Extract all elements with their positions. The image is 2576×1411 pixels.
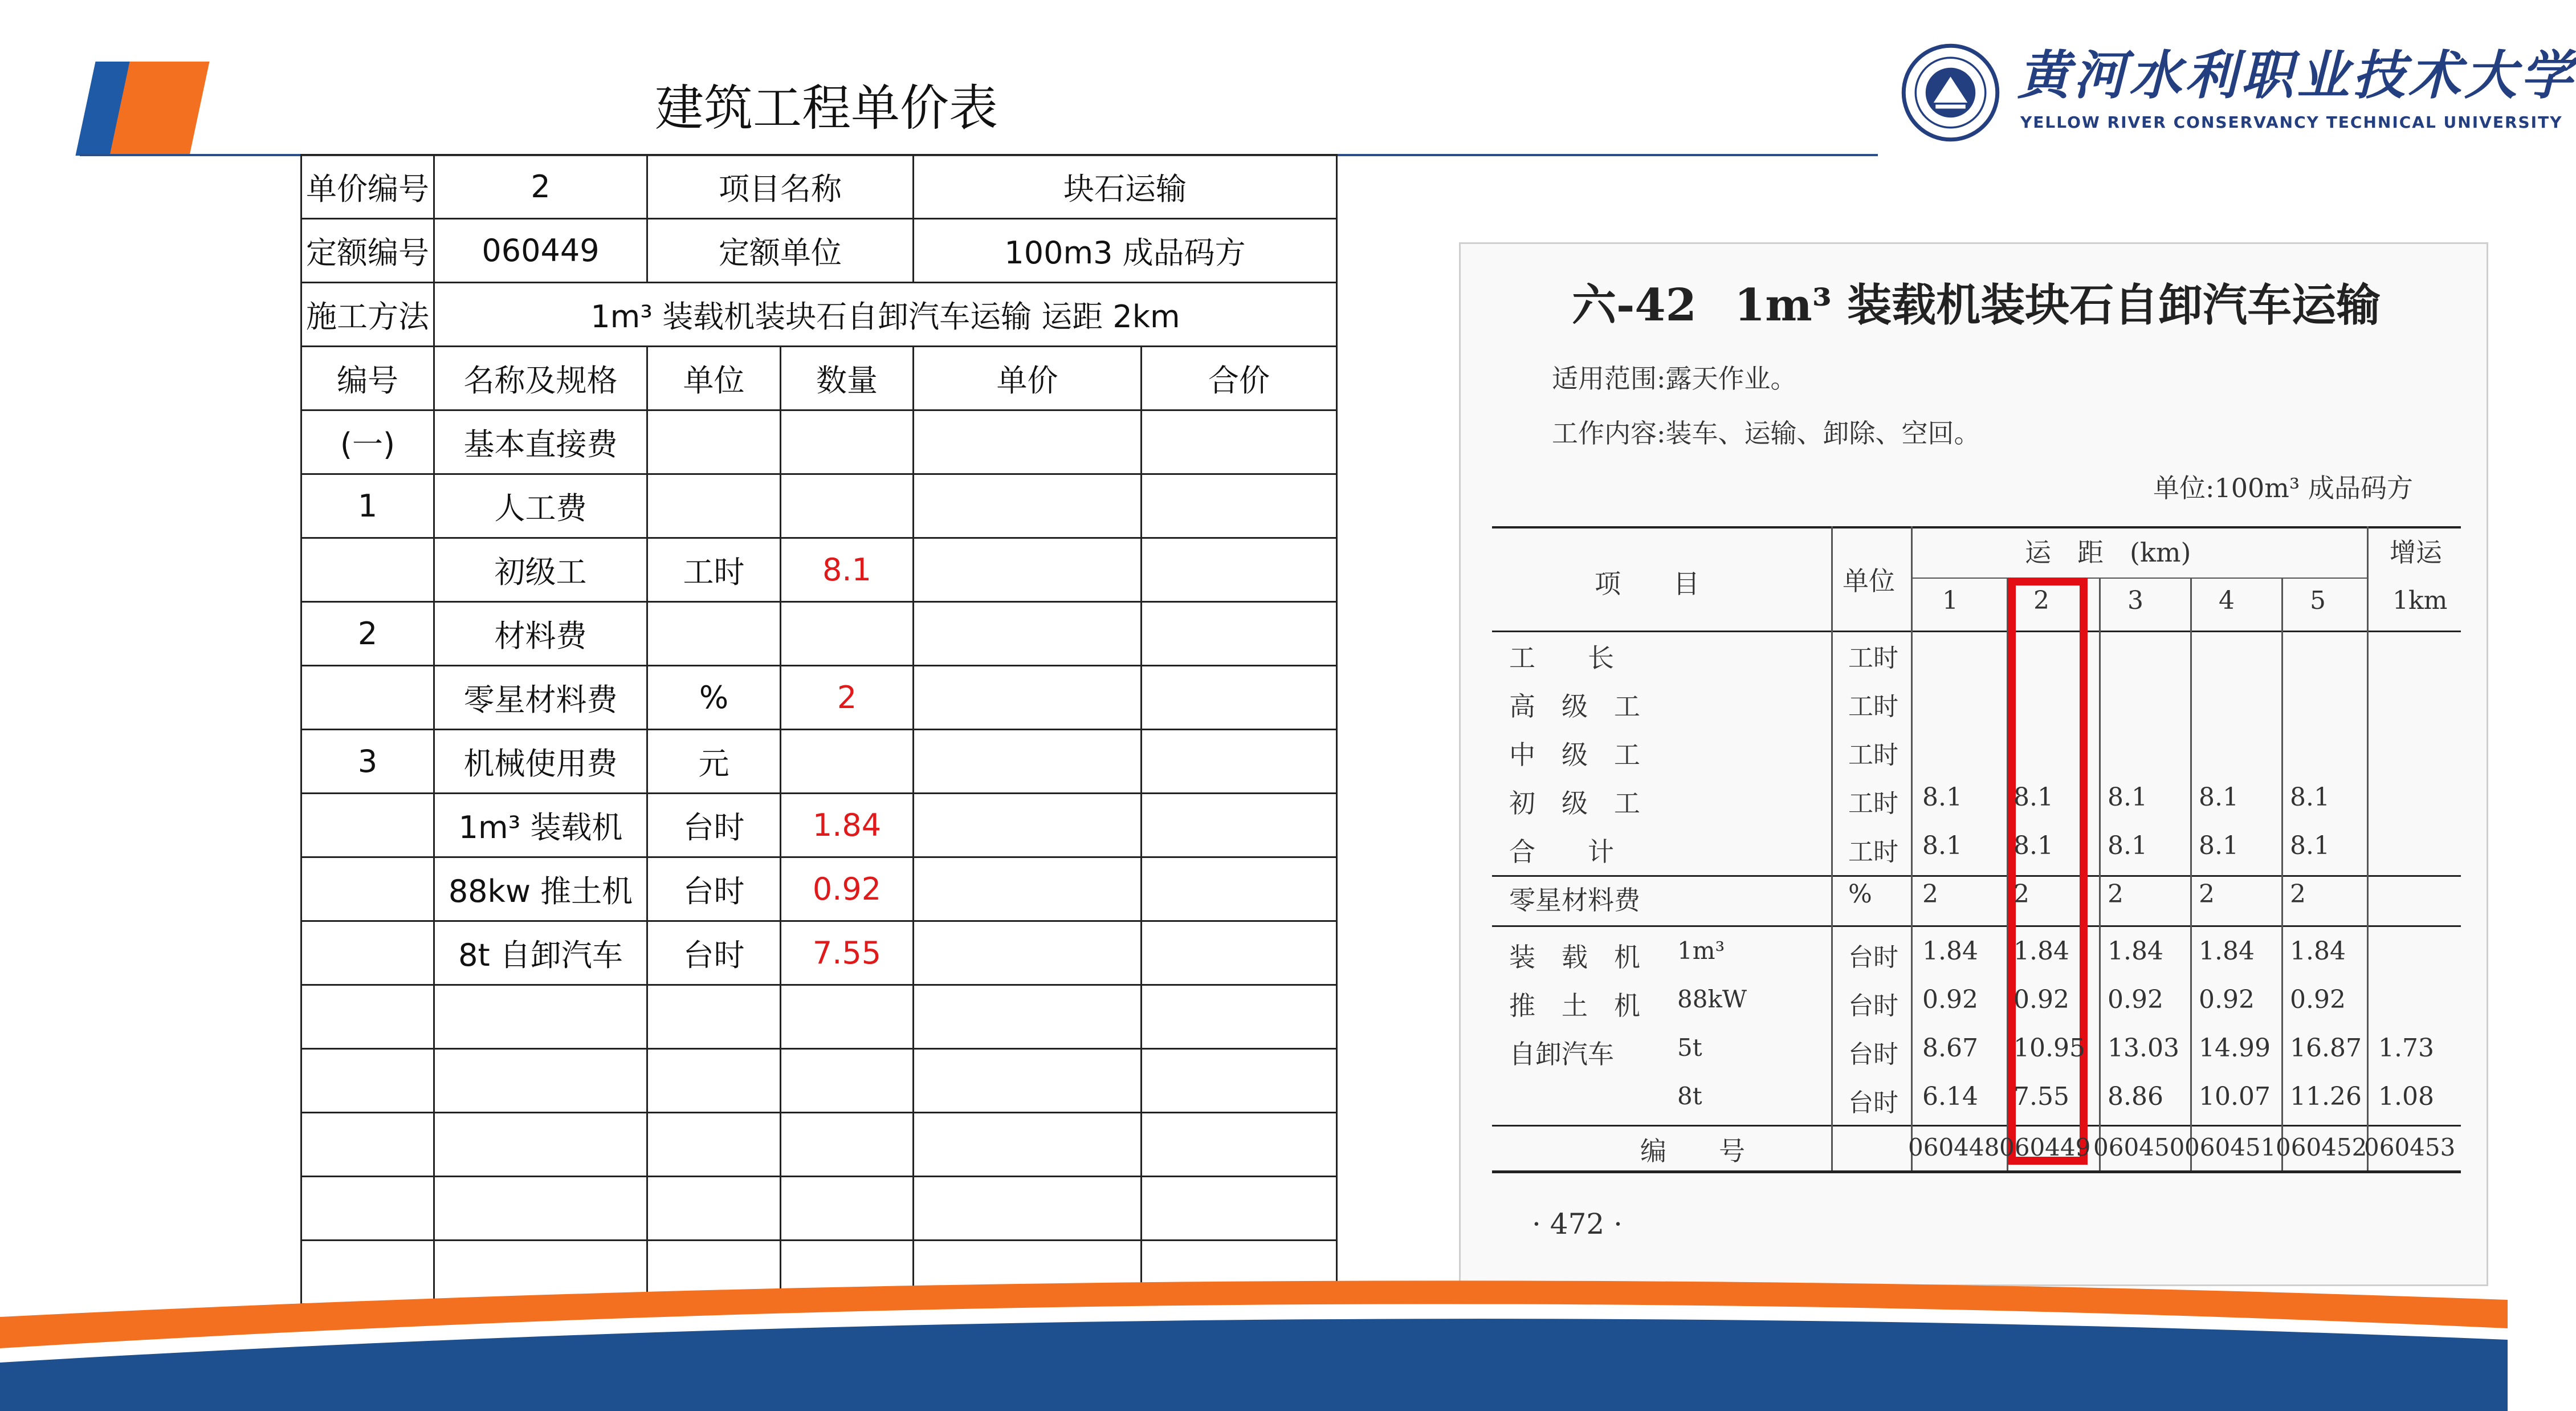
scan-rule (2367, 526, 2369, 1170)
table-cell: 台时 (647, 794, 781, 857)
scan-row-value: 2 (2108, 880, 2123, 909)
table-cell: 工时 (647, 538, 781, 602)
scan-row-value: 13.03 (2108, 1034, 2179, 1063)
table-row (301, 1049, 1337, 1113)
table-cell (647, 1049, 781, 1113)
table-cell (301, 1049, 434, 1113)
table-cell (647, 410, 781, 474)
scan-distance-column: 2 (2033, 586, 2049, 615)
scan-row-value: 10.95 (2013, 1034, 2085, 1063)
scan-row-unit: 台时 (1848, 943, 1898, 972)
table-cell (914, 1049, 1142, 1113)
column-header: 单价 (914, 347, 1142, 410)
scan-code: 060449 (1999, 1133, 2091, 1161)
table-row (301, 921, 1337, 985)
project-name-label: 项目名称 (647, 155, 914, 219)
scan-row-value: 2 (1922, 880, 1938, 909)
scan-rule (1911, 526, 1913, 1170)
table-cell (1142, 1113, 1337, 1177)
scan-distance-column: 5 (2310, 586, 2326, 615)
table-row (301, 985, 1337, 1049)
table-cell (1142, 857, 1337, 921)
scan-rule (1831, 526, 1833, 1170)
scan-row-unit: 工时 (1848, 837, 1898, 867)
method-value: 1m³ 装载机装块石自卸汽车运输 运距 2km (434, 283, 1337, 347)
table-cell (781, 1113, 914, 1177)
table-row (301, 794, 1337, 857)
scan-row-value: 1.84 (1922, 937, 1978, 966)
column-header: 编号 (301, 347, 434, 410)
table-row (301, 602, 1337, 666)
scan-row-unit: 工时 (1848, 692, 1898, 721)
scan-rule (1492, 875, 2461, 877)
table-row-quota-no (301, 219, 1337, 283)
scan-row-unit: 工时 (1848, 741, 1898, 770)
quota-unit-label: 定额单位 (647, 219, 914, 283)
scan-head-extra: 增运 (2390, 537, 2442, 568)
column-header: 单位 (647, 347, 781, 410)
scan-row-value: 8.1 (2013, 831, 2053, 860)
table-cell (1142, 410, 1337, 474)
scan-row-value: 1.84 (2108, 937, 2163, 966)
scan-row-value: 8.67 (1922, 1034, 1978, 1063)
table-cell (914, 1113, 1142, 1177)
scan-row-value: 14.99 (2199, 1034, 2271, 1063)
table-cell (781, 730, 914, 794)
table-row (301, 730, 1337, 794)
scan-row-unit: 台时 (1848, 1040, 1898, 1069)
table-cell: 2 (781, 666, 914, 730)
scan-row-unit: 工时 (1848, 644, 1898, 673)
scan-row-value: 0.92 (1922, 985, 1978, 1014)
table-cell: 3 (301, 730, 434, 794)
scan-rule (2190, 578, 2192, 1170)
table-cell (914, 921, 1142, 985)
scan-row-item: 零星材料费 (1509, 885, 1640, 916)
quota-unit-value: 100m3 成品码方 (914, 219, 1337, 283)
column-header: 合价 (1142, 347, 1337, 410)
table-cell (914, 730, 1142, 794)
scan-rule (1492, 1170, 2461, 1173)
column-header: 名称及规格 (434, 347, 647, 410)
table-cell (434, 1049, 647, 1113)
table-cell (301, 666, 434, 730)
table-cell (647, 985, 781, 1049)
scan-row-value: 1.84 (2290, 937, 2346, 966)
table-cell (301, 1177, 434, 1241)
scan-head-item: 项 目 (1595, 568, 1699, 599)
table-cell (301, 921, 434, 985)
table-cell (1142, 1177, 1337, 1241)
table-cell: 1.84 (781, 794, 914, 857)
scan-code: 060453 (2364, 1133, 2456, 1161)
scan-row-value: 8.1 (2199, 831, 2239, 860)
university-seal-icon (1901, 43, 2000, 143)
table-cell (914, 794, 1142, 857)
table-cell (1142, 538, 1337, 602)
scan-title-number: 六-42 (1572, 279, 1697, 331)
scan-row-item: 初 级 工 (1509, 788, 1640, 819)
table-cell (434, 1177, 647, 1241)
page-title: 建筑工程单价表 (655, 80, 998, 137)
scan-row-item: 合 计 (1509, 836, 1614, 867)
table-cell (781, 410, 914, 474)
quota-no-value: 060449 (434, 219, 647, 283)
scan-row-value: 2 (2013, 880, 2029, 909)
scan-row-value: 8.86 (2108, 1082, 2163, 1111)
table-cell: 1m³ 装载机 (434, 794, 647, 857)
table-cell (301, 1113, 434, 1177)
highlight-box (2008, 578, 2088, 1165)
scan-row-spec: 5t (1677, 1034, 1702, 1062)
scan-row-value: 6.14 (1922, 1082, 1978, 1111)
scan-code-label: 编 号 (1640, 1136, 1745, 1166)
scan-row-unit: 台时 (1848, 991, 1898, 1020)
scan-row-value: 8.1 (2108, 831, 2147, 860)
scan-row-item: 装 载 机 (1509, 942, 1640, 973)
scan-row-value: 8.1 (1922, 831, 1962, 860)
scan-title-text: 1m³ 装载机装块石自卸汽车运输 (1734, 279, 2381, 331)
project-name-value: 块石运输 (914, 155, 1337, 219)
table-cell (647, 602, 781, 666)
scan-row-value: 0.92 (2199, 985, 2255, 1014)
scan-row-value: 8.1 (1922, 783, 1962, 812)
scan-rule (1492, 925, 2461, 927)
table-cell (914, 666, 1142, 730)
table-cell (914, 985, 1142, 1049)
table-cell: 人工费 (434, 474, 647, 538)
scan-row-value: 0.92 (2108, 985, 2163, 1014)
scan-row-value: 2 (2199, 880, 2215, 909)
scan-row-value: 10.07 (2199, 1082, 2271, 1111)
table-cell: 基本直接费 (434, 410, 647, 474)
table-cell: % (647, 666, 781, 730)
table-row (301, 474, 1337, 538)
table-cell: 8.1 (781, 538, 914, 602)
table-cell (1142, 666, 1337, 730)
table-cell (301, 794, 434, 857)
scan-row-unit: % (1848, 880, 1872, 909)
scan-row-item: 中 级 工 (1509, 739, 1640, 770)
scan-code: 060451 (2184, 1133, 2276, 1161)
table-cell (1142, 602, 1337, 666)
scan-row-unit: 台时 (1848, 1088, 1898, 1117)
table-cell (914, 1177, 1142, 1241)
scan-row-value: 8.1 (2290, 783, 2330, 812)
scan-row-value: 0.92 (2290, 985, 2346, 1014)
scan-rule (1492, 631, 2461, 632)
scan-distance-column: 4 (2219, 586, 2235, 615)
table-cell (781, 985, 914, 1049)
scan-rule (1492, 526, 2461, 528)
scan-row-value: 8.1 (2108, 783, 2147, 812)
table-cell: 8t 自卸汽车 (434, 921, 647, 985)
table-cell (301, 538, 434, 602)
scan-distance-column: 3 (2127, 586, 2143, 615)
table-cell (1142, 1049, 1337, 1113)
table-cell: (一) (301, 410, 434, 474)
table-cell (1142, 730, 1337, 794)
table-cell: 2 (301, 602, 434, 666)
quota-no-label: 定额编号 (301, 219, 434, 283)
table-cell (914, 410, 1142, 474)
scan-head-unit: 单位 (1843, 566, 1895, 596)
scan-row-value: 1.84 (2013, 937, 2069, 966)
scan-scope: 适用范围:露天作业。 (1552, 363, 1797, 394)
table-cell: 台时 (647, 857, 781, 921)
footer-wave (0, 1249, 2508, 1411)
table-cell (301, 857, 434, 921)
scan-unit: 单位:100m³ 成品码方 (2153, 473, 2413, 503)
table-row-unit-no (301, 155, 1337, 219)
scan-head-extra-unit: 1km (2392, 586, 2448, 615)
table-cell: 元 (647, 730, 781, 794)
table-cell: 初级工 (434, 538, 647, 602)
table-cell (781, 1177, 914, 1241)
table-cell (914, 538, 1142, 602)
scan-row-value: 16.87 (2290, 1034, 2362, 1063)
scan-row-item: 自卸汽车 (1509, 1039, 1614, 1070)
table-cell (1142, 794, 1337, 857)
scan-row-value: 11.26 (2290, 1082, 2362, 1111)
table-cell (914, 857, 1142, 921)
table-cell (1142, 985, 1337, 1049)
table-cell (647, 1177, 781, 1241)
scan-row-value: 8.1 (2290, 831, 2330, 860)
table-cell (434, 1113, 647, 1177)
method-label: 施工方法 (301, 283, 434, 347)
scan-head-distance: 运 距 (km) (2025, 537, 2191, 568)
scan-row-value: 1.08 (2378, 1082, 2434, 1111)
quota-reference-scan (1459, 242, 2488, 1286)
scan-rule (1492, 1125, 2461, 1127)
scan-work-content: 工作内容:装车、运输、卸除、空回。 (1552, 418, 1980, 449)
scan-code: 060450 (2093, 1133, 2185, 1161)
university-name-cn: 黄河水利职业技术大学 (2017, 44, 2576, 106)
unit-price-table (300, 154, 1338, 1305)
table-row (301, 1113, 1337, 1177)
table-header-row (301, 347, 1337, 410)
scan-row-spec: 88kW (1677, 985, 1747, 1013)
scan-row-value: 2 (2290, 880, 2306, 909)
table-cell (914, 602, 1142, 666)
scan-code: 060452 (2276, 1133, 2367, 1161)
table-cell: 机械使用费 (434, 730, 647, 794)
table-cell (1142, 474, 1337, 538)
scan-code: 060448 (1908, 1133, 2000, 1161)
scan-row-value: 1.73 (2378, 1034, 2434, 1063)
table-cell (647, 1113, 781, 1177)
table-cell (781, 1049, 914, 1113)
table-cell: 88kw 推土机 (434, 857, 647, 921)
scan-rule (2281, 578, 2283, 1170)
table-cell: 台时 (647, 921, 781, 985)
scan-distance-column: 1 (1942, 586, 1958, 615)
table-row (301, 410, 1337, 474)
table-cell: 0.92 (781, 857, 914, 921)
table-cell: 材料费 (434, 602, 647, 666)
table-row (301, 666, 1337, 730)
scan-row-spec: 1m³ (1677, 937, 1725, 965)
scan-row-value: 8.1 (2013, 783, 2053, 812)
scan-row-value: 0.92 (2013, 985, 2069, 1014)
table-row-method (301, 283, 1337, 347)
scan-row-spec: 8t (1677, 1082, 1702, 1110)
table-row (301, 538, 1337, 602)
scan-row-unit: 工时 (1848, 789, 1898, 818)
table-cell: 零星材料费 (434, 666, 647, 730)
table-cell (434, 985, 647, 1049)
table-row (301, 1177, 1337, 1241)
table-row (301, 857, 1337, 921)
table-cell: 1 (301, 474, 434, 538)
scan-row-value: 8.1 (2199, 783, 2239, 812)
table-cell: 7.55 (781, 921, 914, 985)
scan-row-item: 工 长 (1509, 643, 1614, 673)
table-cell (301, 985, 434, 1049)
table-cell (781, 602, 914, 666)
column-header: 数量 (781, 347, 914, 410)
university-name-en: YELLOW RIVER CONSERVANCY TECHNICAL UNIVERSITY (2020, 113, 2563, 132)
scan-row-item: 高 级 工 (1509, 691, 1640, 722)
table-cell (781, 474, 914, 538)
table-cell (647, 474, 781, 538)
scan-page-number: · 472 · (1532, 1207, 1623, 1241)
table-cell (914, 474, 1142, 538)
unit-no-label: 单价编号 (301, 155, 434, 219)
scan-row-item: 推 土 机 (1509, 990, 1640, 1021)
table-cell (1142, 921, 1337, 985)
unit-no-value: 2 (434, 155, 647, 219)
scan-rule (2099, 578, 2101, 1170)
scan-rule (1911, 578, 2367, 579)
scan-row-value: 7.55 (2013, 1082, 2069, 1111)
scan-row-value: 1.84 (2199, 937, 2255, 966)
